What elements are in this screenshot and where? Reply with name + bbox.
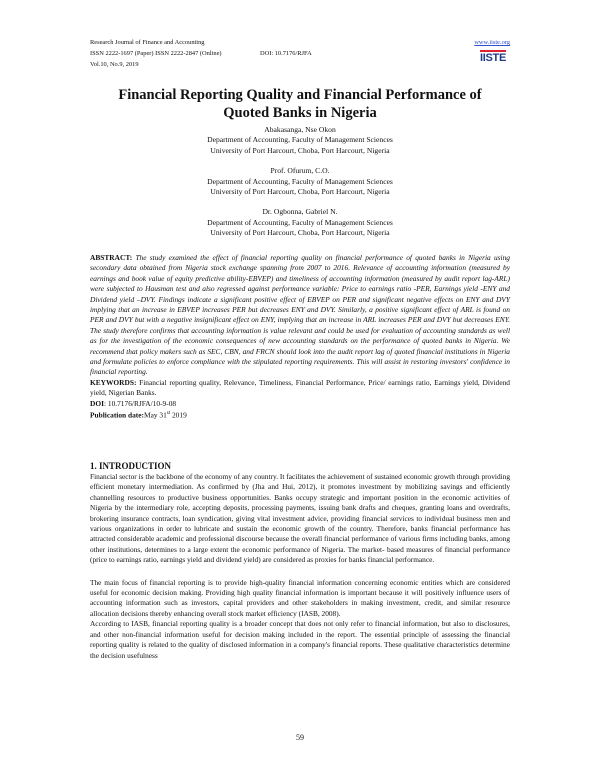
logo-text: IISTE xyxy=(479,52,506,64)
paper-title xyxy=(90,86,510,122)
pubdate-text: May 31 xyxy=(144,410,167,420)
author-name: Abakasanga, Nse Okon xyxy=(264,125,336,134)
journal-name: Research Journal of Finance and Accounting xyxy=(90,39,205,46)
abstract xyxy=(90,253,510,378)
author-university: University of Port Harcourt, Choba, Port Harcourt, Nigeria xyxy=(210,228,390,238)
section-heading: 1. INTRODUCTION xyxy=(90,461,172,471)
abstract-label: ABSTRACT: xyxy=(90,253,133,262)
author-department: Department of Accounting, Faculty of Management Sciences xyxy=(207,217,393,227)
abstract-text: The study examined the effect of financial reporting quality on financial performance of quoted banks in Nigeria using secondary data obtained from Nigeria stock exchange spanning from 2007 to 2016. Relevance of accounting information (measured by earnings and book value of equity predictive ability-EBVEP) and timeliness of accounting information (measured by audit report lag-ARL) were subjected to Hausman test and also regressed against performance variable: Price to earnings ratio -PER, Earnings yield -ENY and Dividend yield –DVY. Findings indicate a significant positive effect of EBVEP on PER and significant negative effects on ENY and DVY implying that an increase in EBVEP increases PER but decreases ENY and DVY. Similarly, a positive significant effect of ARL is found on PER and DVY but with a negative insignificant effect on ENY, implying that an increase in ARL increases PER and DVY but decreases ENY. The study therefore confirms that accounting information is value relevant and could be used for evaluation of accounting standards as well as for the investigation of the economic consequences of new accounting standards on the performance of quoted banks in Nigeria. We recommend that policy makers such as SEC, CBN, and FRCN should look into the audit report lag of quoted financial institutions in Nigeria and formulate policies to enforce compliance with the stipulated reporting requirements. This will assist in restoring investors' confidence in financial reporting. xyxy=(90,253,510,377)
journal-doi: DOI: 10.7176/RJFA xyxy=(260,50,312,57)
title-line-1: Financial Reporting Quality and Financial Performance of xyxy=(118,87,482,103)
author-list xyxy=(90,125,510,249)
author-name: Dr. Ogbonna, Gabriel N. xyxy=(262,207,338,217)
volume-line: Vol.10, No.9, 2019 xyxy=(90,61,139,68)
author-department: Department of Accounting, Faculty of Management Sciences xyxy=(207,176,393,186)
paragraph: Financial sector is the backbone of the economy of any country. It facilitates the achievement of sustained economic growth through providing efficient monetary intermediation. As confirmed by (Jha and Hui, 2012), it promotes investment by mobilizing savings and efficiently channelling resources to productive business opportunities. Banks occupy strategic and important position in the economic activities of Nigeria by the intermediary role, accepting deposits, processing payments, issuing bank drafts and cheques, granting loans and overdrafts, brokering insurance contracts, loan syndication, giving vital investment advice, providing financial services to individual business men and various organizations in order to lubricate and sustain the economic growth of the country. Therefore, banks financial performance has attracted considerable academic and professional discourse because the overall financial performance of various firms including banks, among other institutions, determines to a large extent the economic performance of Nigeria. The market- based measures of financial performance (price to earnings ratio, earnings yield and dividend yield) are considered as proxies for banks financial performance. xyxy=(90,472,510,565)
pubdate-suffix: st xyxy=(166,411,171,417)
abstract-section xyxy=(90,253,510,421)
iiste-logo xyxy=(476,50,510,70)
doi-label: DOI xyxy=(90,398,104,408)
pubdate-label: Publication date: xyxy=(90,410,144,420)
paragraph: According to IASB, financial reporting quality is a broader concept that does not only refer to financial information, but also to disclosures, and other non-financial information useful for decision making included in the report. The essential principle of assessing the financial reporting quality is related to the quality of disclosed information in a company's financial reports. These qualitative characteristics determine the decision usefulness xyxy=(90,619,510,660)
author-block xyxy=(90,207,510,238)
page-number: 59 xyxy=(296,733,304,742)
author-name: Prof. Ofurum, C.O. xyxy=(270,166,330,176)
keywords-text: Financial reporting quality, Relevance, Timeliness, Financial Performance, Price/ earnings ratio, Earnings yield, Dividend yield, Nigerian Banks. xyxy=(90,377,510,398)
journal-link[interactable]: www.iiste.org xyxy=(474,39,510,46)
author-university: University of Port Harcourt, Choba, Port Harcourt, Nigeria xyxy=(210,187,390,197)
article-doi xyxy=(90,399,510,409)
publication-date xyxy=(90,409,510,421)
keywords-label: KEYWORDS: xyxy=(90,377,137,387)
doi-text: : 10.7176/RJFA/10-9-08 xyxy=(103,398,177,408)
keywords xyxy=(90,378,510,399)
author-university: University of Port Harcourt, Choba, Port Harcourt, Nigeria xyxy=(210,145,390,155)
title-line-2: Quoted Banks in Nigeria xyxy=(223,105,377,121)
author-block xyxy=(90,125,510,156)
pubdate-year: 2019 xyxy=(170,410,187,420)
issn-line: ISSN 2222-1697 (Paper) ISSN 2222-2847 (Online) xyxy=(90,50,222,57)
author-block xyxy=(90,166,510,197)
paragraph: The main focus of financial reporting is to provide high-quality financial information concerning economic entities which are considered useful for economic decision making. Providing high quality financial information is important because it will positively influence users of accounting information such as investors, capital providers and other stakeholders in making investment, credit, and similar resource allocation decisions thereby enhancing overall stock market efficiency (IASB, 2008). xyxy=(90,577,510,618)
author-department: Department of Accounting, Faculty of Management Sciences xyxy=(207,135,393,145)
introduction-body xyxy=(90,472,510,661)
